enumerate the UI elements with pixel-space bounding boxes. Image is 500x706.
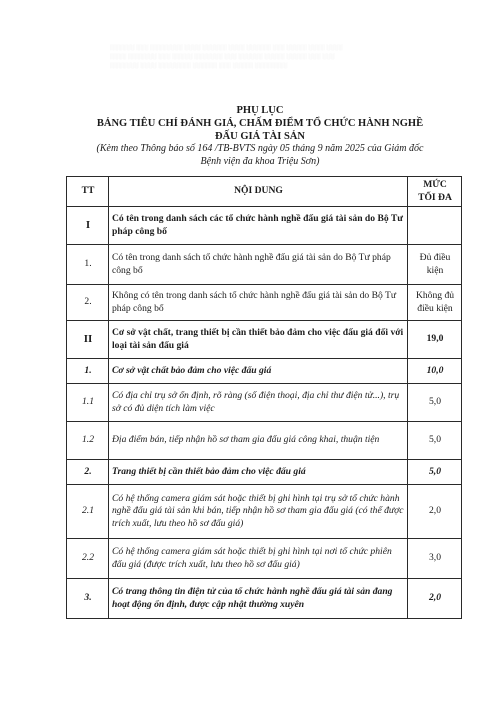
table-row — [67, 207, 462, 245]
table-row — [67, 485, 462, 539]
row-content: Có hệ thống camera giám sát hoặc thiết bị ghi hình tại trụ sở tổ chức hành nghề đấu giá tài sản khi bán, tiếp nhận hồ sơ tham gia đấu giá (có thể được trích xuất, lưu theo hồ sơ đấu giá) — [109, 485, 408, 539]
table-row — [67, 245, 462, 285]
row-max: Không đủ điều kiện — [408, 285, 462, 321]
row-max: 5,0 — [408, 384, 462, 422]
table-header-row — [67, 177, 462, 207]
row-content: Trang thiết bị cần thiết bảo đảm cho việc đấu giá — [109, 460, 408, 485]
header-content: NỘI DUNG — [109, 177, 408, 207]
row-content: Có tên trong danh sách tổ chức hành nghề đấu giá tài sản do Bộ Tư pháp công bố — [109, 245, 408, 285]
row-content: Có tên trong danh sách các tổ chức hành nghề đấu giá tài sản do Bộ Tư pháp công bố — [109, 207, 408, 245]
row-tt: II — [67, 321, 109, 359]
table-row — [67, 384, 462, 422]
appendix-title: PHỤ LỤC — [236, 105, 284, 116]
subtitle-line1: (Kèm theo Thông báo số 164 /TB-BVTS ngày 05 tháng 9 năm 2025 của Giám đốc — [96, 143, 424, 154]
row-max: 5,0 — [408, 460, 462, 485]
header-max-line2: TỐI ĐA — [418, 191, 452, 203]
table-row — [67, 579, 462, 619]
table-row — [67, 285, 462, 321]
row-content: Địa điểm bán, tiếp nhận hồ sơ tham gia đấu giá công khai, thuận tiện — [109, 422, 408, 460]
table-row — [67, 321, 462, 359]
row-tt: 1. — [67, 359, 109, 384]
row-content: Không có tên trong danh sách tổ chức hành nghề đấu giá tài sản do Bộ Tư pháp công bố — [109, 285, 408, 321]
table-row — [67, 359, 462, 384]
row-tt: 2.1 — [67, 485, 109, 539]
row-max — [408, 207, 462, 245]
table-title-line2: ĐẤU GIÁ TÀI SẢN — [215, 131, 305, 142]
table-row — [67, 460, 462, 485]
row-tt: 1.2 — [67, 422, 109, 460]
row-content: Cơ sở vật chất bảo đảm cho việc đấu giá — [109, 359, 408, 384]
row-max: 5,0 — [408, 422, 462, 460]
row-tt: 2. — [67, 460, 109, 485]
row-tt: 3. — [67, 579, 109, 619]
table-row — [67, 539, 462, 579]
header-tt: TT — [67, 177, 109, 207]
row-max: 10,0 — [408, 359, 462, 384]
bleed-through-text: ░░░░░░ ░░░ ░░░░░░░░ ░░░░ ░░░░░░ ░░░░ ░░░░░░ ░░░ ░░░░░ ░░░░ ░░░░ ░░░░ ░░░░░░░ ░░░ ░░░░░ ░░░░░░░ ░░░ ░░░░░░ ░░░░░ ░░░░░ ░░░ ░░░ ░░░░░░░ ░░░░ ░░░░░░░░ ░░░░░░ ░░░ ░░░░░ ░░░░░░░░ — [110, 45, 343, 69]
table-row — [67, 422, 462, 460]
row-content: Cơ sở vật chất, trang thiết bị cần thiết bảo đảm cho việc đấu giá đối với loại tài sản đấu giá — [109, 321, 408, 359]
row-max: 3,0 — [408, 539, 462, 579]
row-max: 19,0 — [408, 321, 462, 359]
header-max — [408, 177, 462, 207]
table-title-line1: BẢNG TIÊU CHÍ ĐÁNH GIÁ, CHẤM ĐIỂM TỔ CHỨC HÀNH NGHỀ — [96, 118, 424, 129]
document-header — [70, 104, 450, 168]
row-max: Đủ điều kiện — [408, 245, 462, 285]
row-tt: 2.2 — [67, 539, 109, 579]
header-max-line1: MỨC — [423, 179, 447, 190]
row-tt: I — [67, 207, 109, 245]
row-tt: 1.1 — [67, 384, 109, 422]
row-tt: 1. — [67, 245, 109, 285]
row-content: Có hệ thống camera giám sát hoặc thiết bị ghi hình tại nơi tổ chức phiên đấu giá (được trích xuất, lưu theo hồ sơ đấu giá) — [109, 539, 408, 579]
row-content: Có địa chỉ trụ sở ổn định, rõ ràng (số điện thoại, địa chỉ thư điện tử...), trụ sở có đủ diện tích làm việc — [109, 384, 408, 422]
row-tt: 2. — [67, 285, 109, 321]
row-max: 2,0 — [408, 579, 462, 619]
row-max: 2,0 — [408, 485, 462, 539]
row-content: Có trang thông tin điện tử của tổ chức hành nghề đấu giá tài sản đang hoạt động ổn định, được cập nhật thường xuyên — [109, 579, 408, 619]
criteria-table — [66, 176, 462, 619]
subtitle-line2: Bệnh viện đa khoa Triệu Sơn) — [200, 155, 320, 167]
